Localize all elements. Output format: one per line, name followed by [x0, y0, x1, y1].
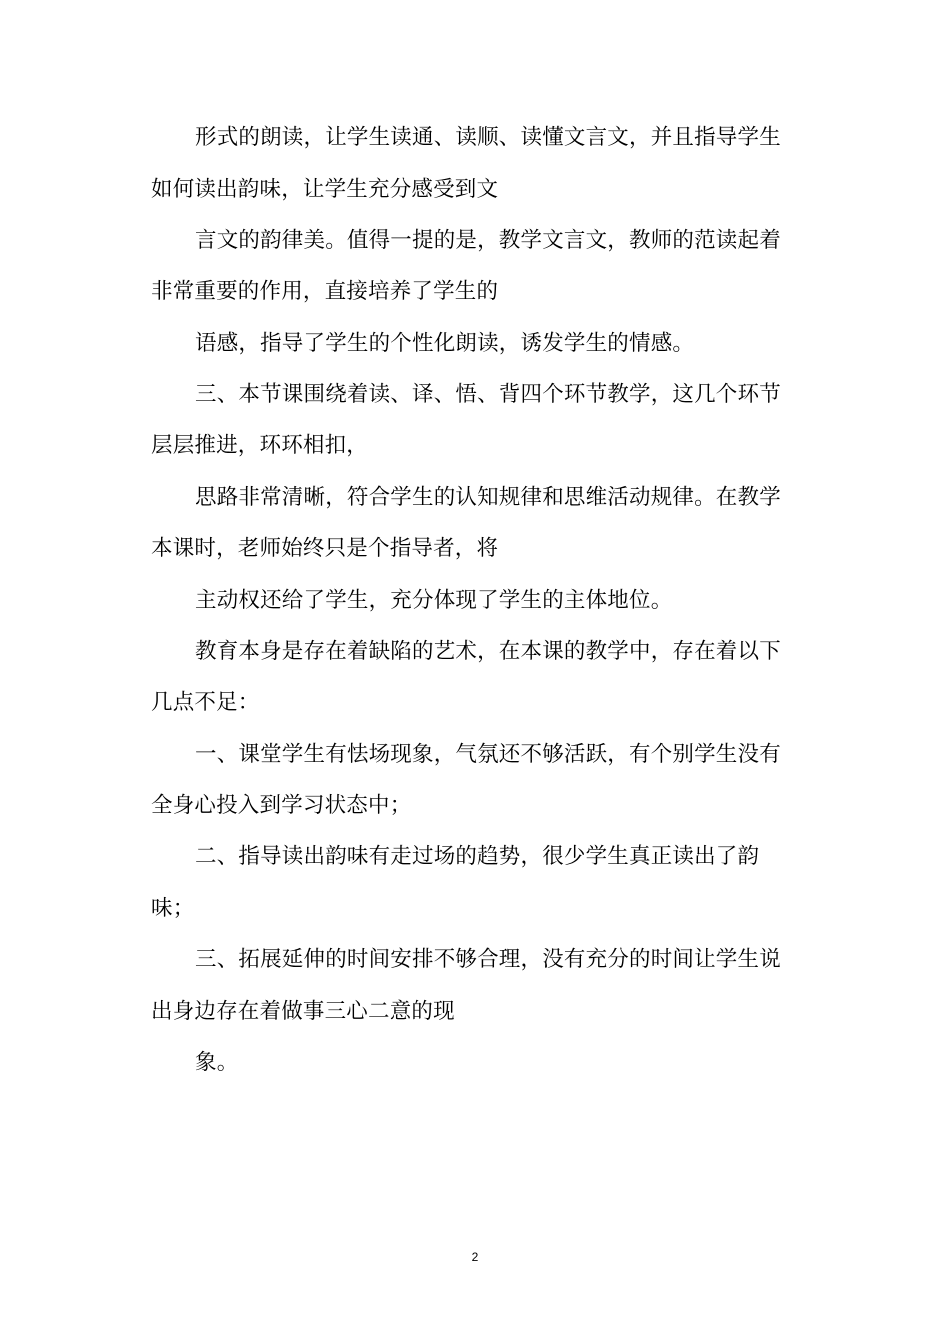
text-line: 全身心投入到学习状态中； — [151, 793, 412, 818]
text-line: 二、指导读出韵味有走过场的趋势，很少学生真正读出了韵 — [195, 844, 760, 869]
text-line: 味； — [151, 896, 195, 921]
text-line: 思路非常清晰，符合学生的认知规律和思维活动规律。在教学 — [195, 485, 781, 510]
text-line: 出身边存在着做事三心二意的现 — [151, 999, 455, 1024]
text-line: 三、拓展延伸的时间安排不够合理，没有充分的时间让学生说 — [195, 947, 781, 972]
text-line: 形式的朗读，让学生读通、读顺、读懂文言文，并且指导学生 — [195, 125, 781, 150]
text-line: 层层推进，环环相扣， — [151, 433, 369, 458]
text-line: 教育本身是存在着缺陷的艺术，在本课的教学中，存在着以下 — [195, 639, 781, 664]
text-line: 几点不足： — [151, 690, 260, 715]
text-line: 主动权还给了学生，充分体现了学生的主体地位。 — [195, 588, 673, 613]
text-line: 三、本节课围绕着读、译、悟、背四个环节教学，这几个环节 — [195, 382, 781, 407]
text-line: 象。 — [195, 1050, 239, 1075]
text-line: 言文的韵律美。值得一提的是，教学文言文，教师的范读起着 — [195, 228, 781, 253]
text-line: 一、课堂学生有怯场现象，气氛还不够活跃，有个别学生没有 — [195, 742, 781, 767]
text-line: 本课时，老师始终只是个指导者，将 — [151, 536, 499, 561]
text-line: 非常重要的作用，直接培养了学生的 — [151, 279, 499, 304]
text-line: 语感，指导了学生的个性化朗读，诱发学生的情感。 — [195, 331, 695, 356]
text-line: 如何读出韵味，让学生充分感受到文 — [151, 177, 499, 202]
page-number: 2 — [471, 1250, 479, 1264]
